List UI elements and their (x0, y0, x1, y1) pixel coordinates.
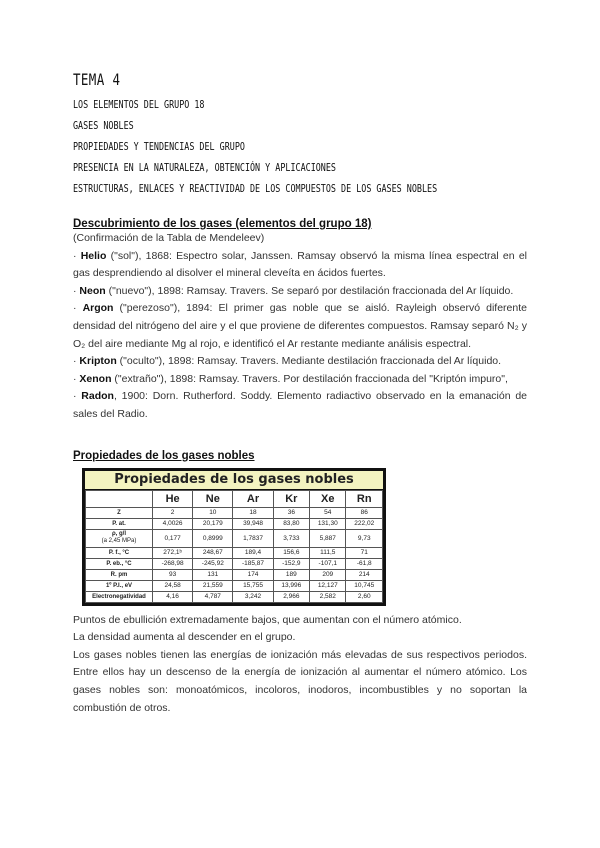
row-label-text: Electronegatividad (92, 593, 146, 600)
property-note: La densidad aumenta al descender en el grupo. (73, 631, 296, 644)
row-label-text: R. pm (110, 571, 128, 578)
table-cell: -268,98 (153, 558, 193, 569)
bullet: · (73, 355, 80, 368)
table-cell: -185,87 (233, 558, 273, 569)
gas-description: , 1900: Dorn. Rutherford. Soddy. Elemento radiactivo observado en la emanación de sales del Radio. (73, 390, 527, 420)
table-cell: 39,948 (233, 518, 273, 529)
discovery-item (73, 388, 527, 423)
table-cell: 24,58 (153, 580, 193, 591)
discovery-item (73, 371, 527, 389)
properties-heading: Propiedades de los gases nobles (73, 449, 255, 462)
gas-name: Radon (81, 390, 114, 403)
gas-name: Argon (82, 302, 114, 315)
row-label-text: P. f., °C (108, 549, 130, 556)
subtitle-3: PROPIEDADES Y TENDENCIAS DEL GRUPO (73, 141, 245, 153)
row-label (86, 558, 153, 569)
table-cell: 4,787 (193, 591, 233, 602)
table-row (86, 591, 383, 602)
row-label (86, 507, 153, 518)
property-note: Puntos de ebullición extremadamente bajos, que aumentan con el número atómico. (73, 613, 462, 626)
bullet: · (73, 302, 83, 315)
discovery-list (73, 248, 527, 424)
bullet: · (73, 390, 82, 403)
gas-name: Neon (79, 284, 106, 297)
row-label-text: ρ, g/l (111, 531, 127, 538)
table-cell: 83,80 (273, 518, 309, 529)
gas-name: Kripton (79, 355, 117, 368)
discovery-item (73, 300, 527, 353)
table-row (86, 518, 383, 529)
table-cell: 20,179 (193, 518, 233, 529)
table-cell: 86 (346, 507, 383, 518)
table-row (86, 558, 383, 569)
table-cell: 2,60 (346, 591, 383, 602)
gas-description: ("extraño"), 1898: Ramsay. Travers. Por destilación fraccionada del "Kriptón impuro", (111, 372, 508, 385)
table-cell: 21,559 (193, 580, 233, 591)
table-row (86, 529, 383, 547)
table-row (86, 547, 383, 558)
table-cell: 93 (153, 569, 193, 580)
table-row (86, 507, 383, 518)
table-cell: 10,745 (346, 580, 383, 591)
table-cell: 9,73 (346, 529, 383, 547)
gas-description: ("nuevo"), 1898: Ramsay. Travers. Se separó por destilación fraccionada del Ar líquido. (105, 284, 514, 297)
tema-title: TEMA 4 (73, 70, 121, 89)
discovery-note: (Confirmación de la Tabla de Mendeleev) (73, 232, 265, 244)
gas-name: Xenon (79, 372, 112, 385)
row-label (86, 529, 153, 547)
table-cell: 2,966 (273, 591, 309, 602)
table-cell: 156,6 (273, 547, 309, 558)
table-cell: 15,755 (233, 580, 273, 591)
row-label (86, 580, 153, 591)
element-header: Ne (193, 490, 233, 507)
element-header: Kr (273, 490, 309, 507)
document-page (73, 70, 527, 717)
gas-description: ("sol"), 1868: Espectro solar, Janssen. Ramsay observó la misma línea espectral en el gas desprendiendo al disolver el mineral cleveíta en ácidos fuertes. (73, 249, 527, 280)
empty-header-cell (86, 490, 153, 507)
discovery-heading: Descubrimiento de los gases (elementos del grupo 18) (73, 218, 372, 230)
table-cell: 5,887 (310, 529, 346, 547)
row-label (86, 518, 153, 529)
table-cell: 0,177 (153, 529, 193, 547)
table-cell: 209 (310, 569, 346, 580)
table-cell: 131 (193, 569, 233, 580)
table-cell: 10 (193, 507, 233, 518)
table-row (86, 580, 383, 591)
subtitle-5: ESTRUCTURAS, ENLACES Y REACTIVIDAD DE LOS COMPUESTOS DE LOS GASES NOBLES (73, 183, 438, 195)
table-cell: 4,16 (153, 591, 193, 602)
table-cell: -61,8 (346, 558, 383, 569)
property-note: Los gases nobles tienen las energías de ionización más elevadas de sus respectivos periodos. Entre ellos hay un descenso de la energía de ionización al aumentar el número atómico. Los gases nobles son: monoatómicos, incoloros, inodoros, incombustibles y no soportan la combustión de otros. (73, 648, 527, 714)
table-cell: 2,582 (310, 591, 346, 602)
row-label (86, 591, 153, 602)
discovery-item (73, 248, 527, 283)
table-cell: 36 (273, 507, 309, 518)
table-cell: 54 (310, 507, 346, 518)
table-cell: 2 (153, 507, 193, 518)
table-cell: -245,92 (193, 558, 233, 569)
table-row (86, 569, 383, 580)
subtitle-4: PRESENCIA EN LA NATURALEZA, OBTENCIÓN Y APLICACIONES (73, 162, 336, 174)
table-cell: 18 (233, 507, 273, 518)
discovery-item (73, 283, 527, 301)
table-cell: 174 (233, 569, 273, 580)
bullet: · (73, 372, 80, 385)
table-cell: 131,30 (310, 518, 346, 529)
gas-description: ("perezoso"), 1894: El primer gas noble que se aisló. Rayleigh observó diferente densidad del nitrógeno del aire y el que proviene de diferentes compuestos. Ramsay separó N₂ y O₂ del aire mediante Mg al rojo, e identificó el Ar restante mediante análisis espectral. (73, 302, 527, 350)
table-cell: 13,996 (273, 580, 309, 591)
table-cell: 1,7837 (233, 529, 273, 547)
table-cell: 0,8999 (193, 529, 233, 547)
bullet: · (73, 284, 80, 297)
properties-table-image (82, 468, 386, 606)
gas-name: Helio (80, 249, 107, 262)
table-cell: -107,1 (310, 558, 346, 569)
table-cell: 189 (273, 569, 309, 580)
subtitle-2: GASES NOBLES (73, 120, 134, 132)
element-header: Xe (310, 490, 346, 507)
row-label (86, 547, 153, 558)
discovery-item (73, 353, 527, 371)
table-cell: 4,0026 (153, 518, 193, 529)
table-cell: 111,5 (310, 547, 346, 558)
subtitle-1: LOS ELEMENTOS DEL GRUPO 18 (73, 99, 205, 111)
table-cell: 3,733 (273, 529, 309, 547)
row-label-text: Z (117, 509, 121, 516)
row-label-text: P. eb., °C (106, 560, 132, 567)
table-cell: -152,9 (273, 558, 309, 569)
table-cell: 189,4 (233, 547, 273, 558)
element-header: Rn (346, 490, 383, 507)
row-label-text: 1º P.I., eV (105, 582, 133, 589)
row-label-text: P. at. (112, 520, 126, 527)
gas-description: ("oculto"), 1898: Ramsay. Travers. Mediante destilación fraccionada del Ar líquido. (116, 355, 502, 368)
table-cell: 248,67 (193, 547, 233, 558)
table-title: Propiedades de los gases nobles (85, 471, 383, 490)
table-cell: 222,02 (346, 518, 383, 529)
table-cell: 12,127 (310, 580, 346, 591)
table-cell: 214 (346, 569, 383, 580)
table-header-row (86, 490, 383, 507)
bullet: · (73, 249, 81, 262)
properties-table (85, 490, 383, 603)
table-cell: 71 (346, 547, 383, 558)
element-header: He (153, 490, 193, 507)
row-label (86, 569, 153, 580)
row-label-note: (a 2,45 MPa) (101, 538, 137, 545)
properties-notes (73, 612, 527, 718)
element-header: Ar (233, 490, 273, 507)
table-cell: 3,242 (233, 591, 273, 602)
table-cell: 272,1ᵇ (153, 547, 193, 558)
